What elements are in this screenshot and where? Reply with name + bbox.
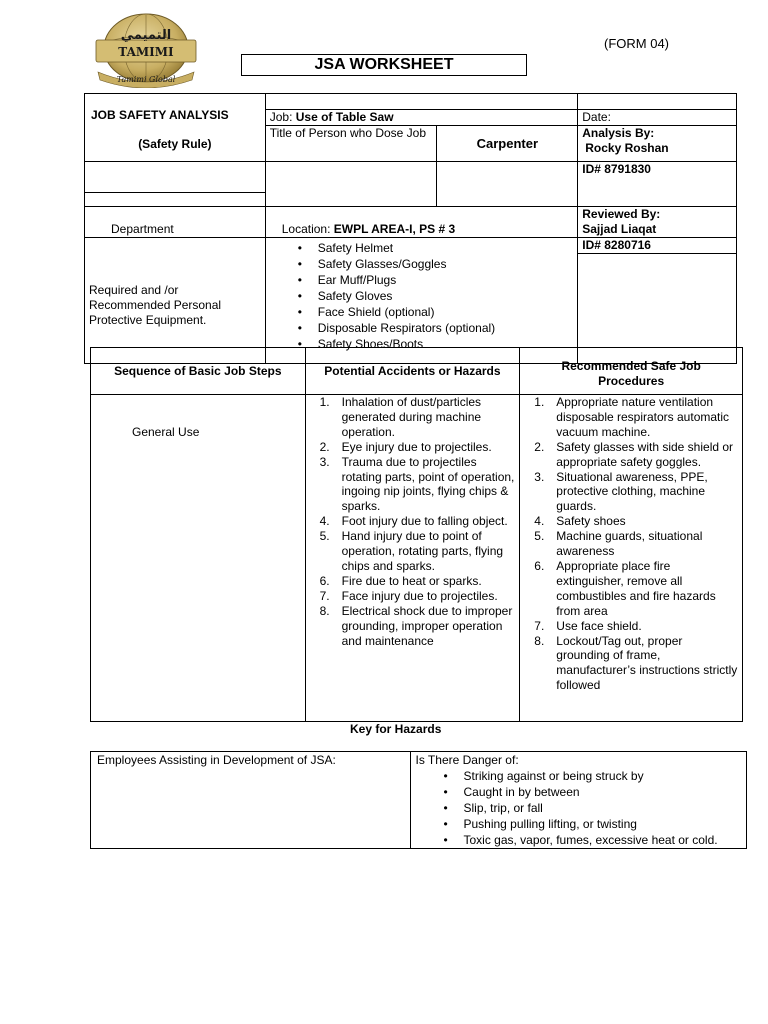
form-number: (FORM 04) (604, 36, 669, 51)
location-cell (265, 207, 578, 238)
danger-item: • Caught in by between (415, 784, 744, 800)
danger-list (415, 768, 744, 848)
location-value: EWPL AREA-I, PS # 3 (333, 222, 456, 236)
procedure-item: 6. Appropriate place fire extinguisher, remove all combustibles and fire hazards from area (534, 558, 716, 618)
hazard-item: 7. Face injury due to projectiles. (319, 588, 498, 603)
header-procedures: Recommended Safe Job Procedures (520, 348, 743, 395)
ppe-item: • Face Shield (optional) (270, 304, 574, 320)
procedure-item: 7. Use face shield. (534, 618, 642, 633)
job-step: General Use (91, 395, 306, 722)
page-title: JSA WORKSHEET (241, 54, 527, 76)
analysis-by-cell (578, 126, 737, 162)
procedure-item: 8. Lockout/Tag out, proper grounding of frame, manufacturer’s instructions strictly followed (534, 633, 738, 693)
department-label: Department (85, 207, 266, 238)
job-label: Job: (269, 110, 296, 124)
reviewed-by-name: Sajjad Liaqat (582, 222, 657, 236)
employees-label: Employees Assisting in Development of JSA: (91, 752, 411, 849)
reviewed-by-cell (578, 207, 737, 238)
logo-arabic: التميمي (120, 28, 172, 43)
procedure-list (520, 395, 738, 693)
procedure-item: 1. Appropriate nature ventilation disposable respirators automatic vacuum machine. (534, 395, 730, 439)
hazard-item: 2. Eye injury due to projectiles. (319, 439, 492, 454)
ppe-list (270, 240, 574, 352)
reviewed-by-label: Reviewed By: (582, 207, 661, 221)
danger-label: Is There Danger of: (415, 753, 519, 767)
safety-rule-label: (Safety Rule) (138, 136, 212, 151)
ppe-item: • Disposable Respirators (optional) (270, 320, 574, 336)
danger-item: • Slip, trip, or fall (415, 800, 744, 816)
danger-item: • Striking against or being struck by (415, 768, 744, 784)
ppe-item: • Safety Shoes/Boots (270, 336, 574, 352)
hazard-item: 5. Hand injury due to point of operation, rotating parts, flying chips and sparks. (319, 529, 504, 573)
ppe-item: • Safety Gloves (270, 288, 574, 304)
analysis-by-label: Analysis By: (582, 126, 655, 140)
procedure-item: 5. Machine guards, situational awareness (534, 529, 703, 559)
reviewed-by-id: ID# 8280716 (578, 238, 737, 254)
title-person-value: Carpenter (437, 126, 578, 162)
header-hazards: Potential Accidents or Hazards (305, 348, 520, 395)
job-steps-table (90, 347, 743, 722)
ppe-cell (265, 238, 578, 364)
jsa-header-table (84, 93, 737, 364)
jsa-label-cell (85, 94, 266, 162)
tamimi-logo (92, 12, 200, 88)
ppe-item: • Safety Glasses/Goggles (270, 256, 574, 272)
danger-table (90, 751, 747, 849)
location-label: Location: (281, 222, 334, 236)
title-person-label: Title of Person who Dose Job (265, 126, 437, 162)
procedure-item: 3. Situational awareness, PPE, protective clothing, machine guards. (534, 469, 708, 514)
procedure-item: 2. Safety glasses with side shield or appropriate safety goggles. (534, 439, 734, 469)
procedure-item: 4. Safety shoes (534, 514, 626, 529)
hazard-item: 4. Foot injury due to falling object. (319, 514, 508, 529)
logo-subtitle: Tamimi Global (116, 75, 176, 84)
logo-brand: TAMIMI (118, 45, 174, 59)
jsa-label: JOB SAFETY ANALYSIS (91, 107, 229, 122)
hazard-item: 3. Trauma due to projectiles rotating parts, point of operation, ingoing nip joints, flying chips & sparks. (319, 454, 515, 514)
key-for-hazards: Key for Hazards (350, 722, 442, 736)
hazard-item: 6. Fire due to heat or sparks. (319, 573, 482, 588)
header-job-steps: Sequence of Basic Job Steps (91, 348, 306, 395)
ppe-item: • Ear Muff/Plugs (270, 272, 574, 288)
hazard-item: 8. Electrical shock due to improper grounding, improper operation and maintenance (319, 603, 513, 648)
hazard-list (306, 395, 516, 648)
ppe-label: Required and /or Recommended Personal Protective Equipment. (85, 238, 266, 364)
danger-item: • Pushing pulling lifting, or twisting (415, 816, 744, 832)
date-label: Date: (578, 110, 737, 126)
danger-item: • Toxic gas, vapor, fumes, excessive heat or cold. (415, 832, 744, 848)
job-cell (265, 110, 578, 126)
hazard-item: 1. Inhalation of dust/particles generated during machine operation. (319, 395, 482, 439)
job-value: Use of Table Saw (295, 110, 394, 124)
analysis-by-id: ID# 8791830 (578, 162, 737, 207)
ppe-item: • Safety Helmet (270, 240, 574, 256)
analysis-by-name: Rocky Roshan (585, 141, 669, 155)
